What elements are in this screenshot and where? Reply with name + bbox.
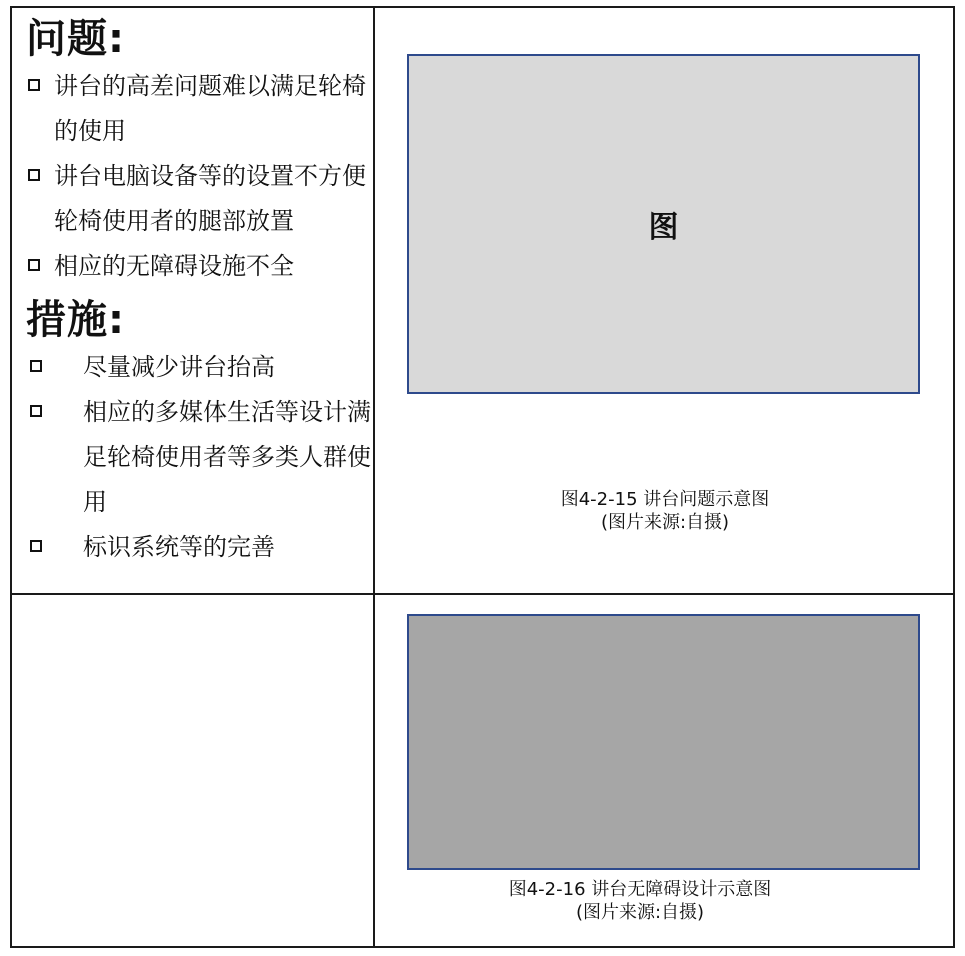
problems-list [26,64,373,289]
problem-item-text: 讲台的高差问题难以满足轮椅的使用 [54,72,366,145]
checkbox-square-icon [30,405,42,417]
checkbox-square-icon [28,79,40,91]
measure-item [26,345,373,390]
figure-4-2-16-caption [375,878,905,924]
checkbox-square-icon [28,259,40,271]
document-table [10,6,955,948]
caption-title: 图4-2-15 讲台问题示意图 [560,489,770,510]
measure-item [26,390,373,525]
checkbox-square-icon [30,540,42,552]
problem-item [26,154,373,244]
measure-item-text: 相应的多媒体生活等设计满足轮椅使用者等多类人群使用 [83,398,371,516]
problem-item [26,64,373,154]
problems-heading: 问题: [26,16,125,62]
problem-item-text: 相应的无障碍设施不全 [54,252,294,280]
measure-item [26,525,373,570]
measures-heading: 措施: [26,297,125,343]
problem-item-text: 讲台电脑设备等的设置不方便轮椅使用者的腿部放置 [54,162,366,235]
column-divider [373,8,375,946]
measure-item-text: 标识系统等的完善 [83,533,275,561]
checkbox-square-icon [30,360,42,372]
figure-4-2-16-placeholder [407,614,920,870]
measure-item-text: 尽量减少讲台抬高 [83,353,275,381]
caption-source: (图片来源:自摄) [575,902,705,923]
problem-item [26,244,373,289]
caption-title: 图4-2-16 讲台无障碍设计示意图 [508,879,772,900]
checkbox-square-icon [28,169,40,181]
figure-placeholder-label: 图 [648,210,679,245]
measures-list [26,345,373,570]
figure-4-2-15-placeholder [407,54,920,394]
figure-4-2-15-caption [375,488,955,534]
caption-source: (图片来源:自摄) [600,512,730,533]
row-divider [12,593,953,595]
text-cell [12,8,373,593]
